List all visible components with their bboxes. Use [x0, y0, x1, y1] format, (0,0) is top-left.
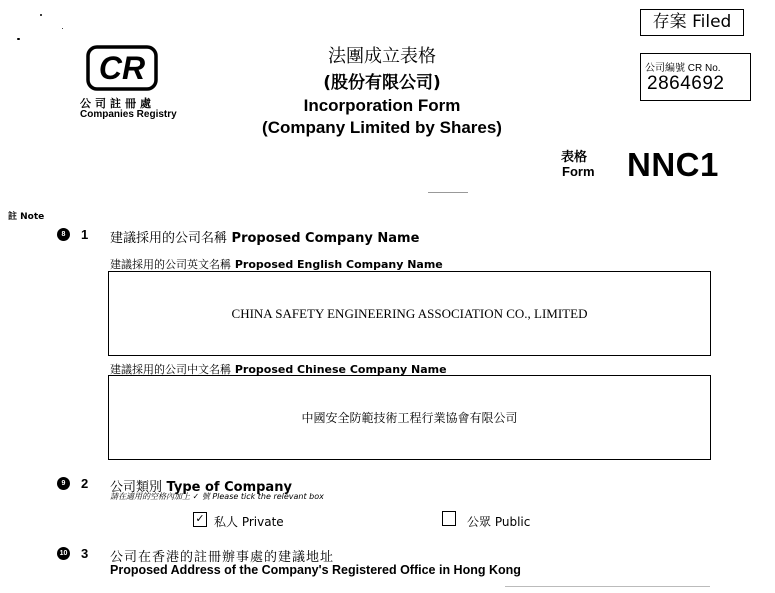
form-title-en: Incorporation Form [303, 96, 461, 115]
section-2-title-en: Type of Company [166, 480, 292, 495]
english-name-label-en: Proposed English Company Name [234, 258, 443, 271]
section-2-title-zh: 公司類別 [110, 480, 163, 495]
scan-rule [505, 586, 710, 587]
tick-instruction: 請在適用的空格內加上 ✓ 號 Please tick the relevant box [110, 492, 324, 501]
section-1-title-zh: 建議採用的公司名稱 [110, 231, 228, 246]
registry-name-zh: 公司註冊處 [80, 97, 155, 110]
private-label: 私人 Private [214, 515, 284, 529]
form-label-zh: 表格 [561, 150, 588, 165]
filed-stamp-box: 存案 Filed [640, 9, 744, 36]
english-name-label [110, 256, 443, 272]
note-column-label: 註 Note [8, 212, 45, 222]
scan-rule [428, 192, 468, 193]
chinese-name-value: 中國安全防範技術工程行業協會有限公司 [301, 411, 518, 425]
section-3-title-en: Proposed Address of the Company's Registered Office in Hong Kong [110, 563, 521, 577]
english-name-value: CHINA SAFETY ENGINEERING ASSOCIATION CO., LIMITED [231, 305, 588, 321]
registry-name-en: Companies Registry [80, 109, 177, 120]
section-1-title [110, 227, 419, 246]
form-label-en: Form [562, 164, 595, 179]
private-checkbox[interactable]: ✓ [193, 512, 207, 527]
note-marker-8: 8 [57, 228, 70, 241]
form-subtitle-en: (Company Limited by Shares) [262, 118, 502, 137]
chinese-name-label-zh: 建議採用的公司中文名稱 [110, 363, 231, 376]
section-number-2: 2 [81, 476, 89, 491]
cr-logo-text: CR [98, 50, 146, 86]
note-marker-9: 9 [57, 477, 70, 490]
cr-logo [86, 45, 158, 91]
public-label: 公眾 Public [467, 515, 531, 529]
cr-number-label: 公司編號 CR No. [645, 63, 721, 74]
scan-speck [17, 38, 20, 40]
cr-number-box [640, 53, 751, 101]
note-marker-10: 10 [57, 547, 70, 560]
scan-speck [62, 28, 63, 29]
public-checkbox[interactable] [442, 511, 456, 526]
english-name-field[interactable] [108, 271, 711, 356]
form-subtitle-zh: (股份有限公司) [323, 73, 441, 93]
chinese-name-field[interactable] [108, 375, 711, 460]
form-title-zh: 法團成立表格 [328, 46, 436, 67]
cr-number-value: 2864692 [647, 73, 725, 94]
section-3-title-zh: 公司在香港的註冊辦事處的建議地址 [110, 550, 335, 565]
english-name-label-zh: 建議採用的公司英文名稱 [110, 258, 231, 271]
section-1-title-en: Proposed Company Name [231, 231, 420, 246]
form-code: NNC1 [627, 146, 719, 183]
section-number-3: 3 [81, 546, 89, 561]
chinese-name-label-en: Proposed Chinese Company Name [234, 363, 447, 376]
section-number-1: 1 [81, 227, 89, 242]
scan-speck [40, 14, 42, 16]
